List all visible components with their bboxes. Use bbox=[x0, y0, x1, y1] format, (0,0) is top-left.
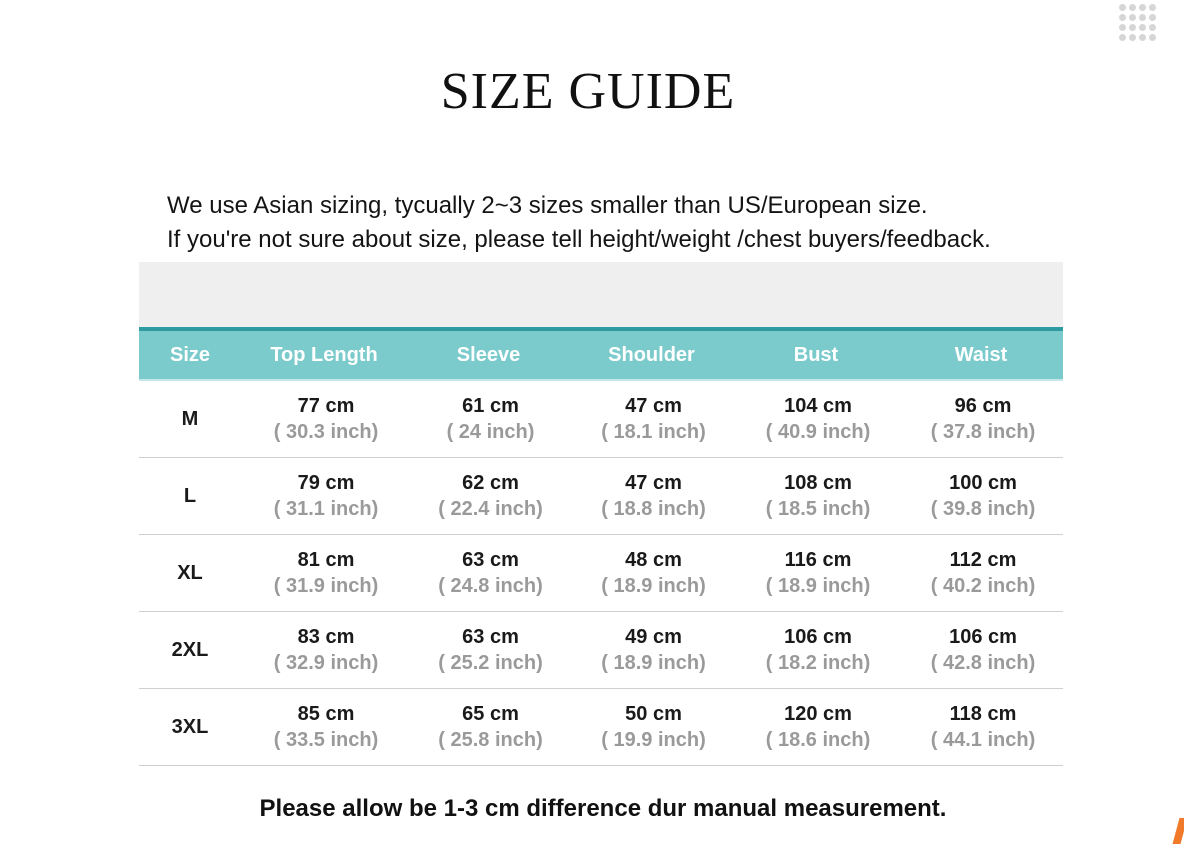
measurement-note: Please allow be 1-3 cm difference dur manual measurement. bbox=[259, 795, 947, 822]
inch-value: ( 32.9 inch) bbox=[273, 652, 379, 674]
cm-value: 112 cm bbox=[949, 549, 1017, 571]
cell-sleeve bbox=[409, 470, 572, 522]
cm-value: 65 cm bbox=[462, 703, 519, 725]
cell-sleeve bbox=[409, 393, 572, 445]
size-label: L bbox=[183, 484, 197, 507]
cell-top-length bbox=[243, 393, 409, 445]
cm-value: 106 cm bbox=[784, 626, 852, 648]
cell-bust bbox=[735, 470, 901, 522]
grid-dots-icon[interactable] bbox=[1119, 4, 1157, 42]
cm-value: 116 cm bbox=[784, 549, 852, 571]
inch-value: ( 40.2 inch) bbox=[930, 575, 1036, 597]
cm-value: 96 cm bbox=[954, 395, 1012, 417]
cm-value: 100 cm bbox=[949, 472, 1017, 494]
cm-value: 108 cm bbox=[784, 472, 852, 494]
size-label: M bbox=[181, 407, 199, 430]
inch-value: ( 24.8 inch) bbox=[438, 575, 543, 597]
inch-value: ( 18.9 inch) bbox=[601, 575, 706, 597]
cell-sleeve bbox=[409, 547, 572, 599]
cm-value: 79 cm bbox=[297, 472, 355, 494]
table-row bbox=[139, 458, 1063, 535]
cell-shoulder bbox=[572, 470, 735, 522]
cm-value: 104 cm bbox=[784, 395, 852, 417]
cell-top-length bbox=[243, 624, 409, 676]
cm-value: 77 cm bbox=[297, 395, 355, 417]
inch-value: ( 18.1 inch) bbox=[601, 421, 706, 443]
inch-value: ( 18.6 inch) bbox=[765, 729, 871, 751]
table-row bbox=[139, 535, 1063, 612]
cell-waist bbox=[901, 547, 1065, 599]
inch-value: ( 18.9 inch) bbox=[765, 575, 871, 597]
size-label: XL bbox=[177, 561, 203, 584]
header-size: Size bbox=[169, 343, 211, 366]
header-bust: Bust bbox=[793, 343, 839, 366]
cm-value: 47 cm bbox=[625, 472, 682, 494]
header-shoulder: Shoulder bbox=[608, 343, 695, 366]
inch-value: ( 42.8 inch) bbox=[930, 652, 1036, 674]
cell-shoulder bbox=[572, 624, 735, 676]
inch-value: ( 18.2 inch) bbox=[765, 652, 871, 674]
table-row bbox=[139, 381, 1063, 458]
cm-value: 120 cm bbox=[784, 703, 852, 725]
table-row bbox=[139, 689, 1063, 766]
inch-value: ( 30.3 inch) bbox=[273, 421, 379, 443]
inch-value: ( 40.9 inch) bbox=[765, 421, 871, 443]
size-table bbox=[139, 262, 1063, 766]
cell-top-length bbox=[243, 547, 409, 599]
cm-value: 63 cm bbox=[462, 626, 519, 648]
cell-waist bbox=[901, 393, 1065, 445]
table-header-row bbox=[139, 327, 1063, 381]
inch-value: ( 19.9 inch) bbox=[601, 729, 706, 751]
cm-value: 118 cm bbox=[949, 703, 1017, 725]
inch-value: ( 33.5 inch) bbox=[273, 729, 379, 751]
cell-waist bbox=[901, 624, 1065, 676]
inch-value: ( 18.9 inch) bbox=[601, 652, 706, 674]
cm-value: 48 cm bbox=[625, 549, 682, 571]
inch-value: ( 25.8 inch) bbox=[438, 729, 543, 751]
cell-shoulder bbox=[572, 547, 735, 599]
header-waist: Waist bbox=[954, 343, 1008, 366]
cm-value: 50 cm bbox=[625, 703, 682, 725]
cell-top-length bbox=[243, 701, 409, 753]
table-row bbox=[139, 612, 1063, 689]
cm-value: 106 cm bbox=[949, 626, 1017, 648]
header-sleeve: Sleeve bbox=[456, 343, 521, 366]
inch-value: ( 18.5 inch) bbox=[765, 498, 871, 520]
inch-value: ( 39.8 inch) bbox=[930, 498, 1036, 520]
inch-value: ( 37.8 inch) bbox=[930, 421, 1036, 443]
size-label: 2XL bbox=[171, 638, 209, 661]
intro-text bbox=[167, 189, 991, 257]
cell-waist bbox=[901, 701, 1065, 753]
cm-value: 47 cm bbox=[625, 395, 682, 417]
cell-shoulder bbox=[572, 393, 735, 445]
intro-line-1: We use Asian sizing, tycually 2~3 sizes smaller than US/European size. bbox=[167, 192, 928, 219]
intro-line-2: If you're not sure about size, please tell height/weight /chest buyers/feedback. bbox=[167, 226, 991, 253]
inch-value: ( 31.9 inch) bbox=[273, 575, 379, 597]
size-label: 3XL bbox=[171, 715, 209, 738]
cell-waist bbox=[901, 470, 1065, 522]
cell-shoulder bbox=[572, 701, 735, 753]
cell-sleeve bbox=[409, 701, 572, 753]
inch-value: ( 31.1 inch) bbox=[273, 498, 379, 520]
cm-value: 63 cm bbox=[462, 549, 519, 571]
cm-value: 49 cm bbox=[625, 626, 682, 648]
page-title: SIZE GUIDE bbox=[440, 63, 736, 120]
cm-value: 62 cm bbox=[462, 472, 519, 494]
header-top-length: Top Length bbox=[270, 343, 378, 366]
cm-value: 85 cm bbox=[297, 703, 355, 725]
inch-value: ( 44.1 inch) bbox=[930, 729, 1036, 751]
inch-value: ( 22.4 inch) bbox=[438, 498, 543, 520]
cell-bust bbox=[735, 624, 901, 676]
cell-bust bbox=[735, 393, 901, 445]
inch-value: ( 25.2 inch) bbox=[438, 652, 543, 674]
cm-value: 61 cm bbox=[462, 395, 519, 417]
inch-value: ( 24 inch) bbox=[446, 421, 535, 443]
inch-value: ( 18.8 inch) bbox=[601, 498, 706, 520]
cell-top-length bbox=[243, 470, 409, 522]
cell-bust bbox=[735, 701, 901, 753]
cm-value: 83 cm bbox=[297, 626, 355, 648]
cell-sleeve bbox=[409, 624, 572, 676]
table-top-band bbox=[139, 262, 1063, 327]
cm-value: 81 cm bbox=[297, 549, 355, 571]
cell-bust bbox=[735, 547, 901, 599]
